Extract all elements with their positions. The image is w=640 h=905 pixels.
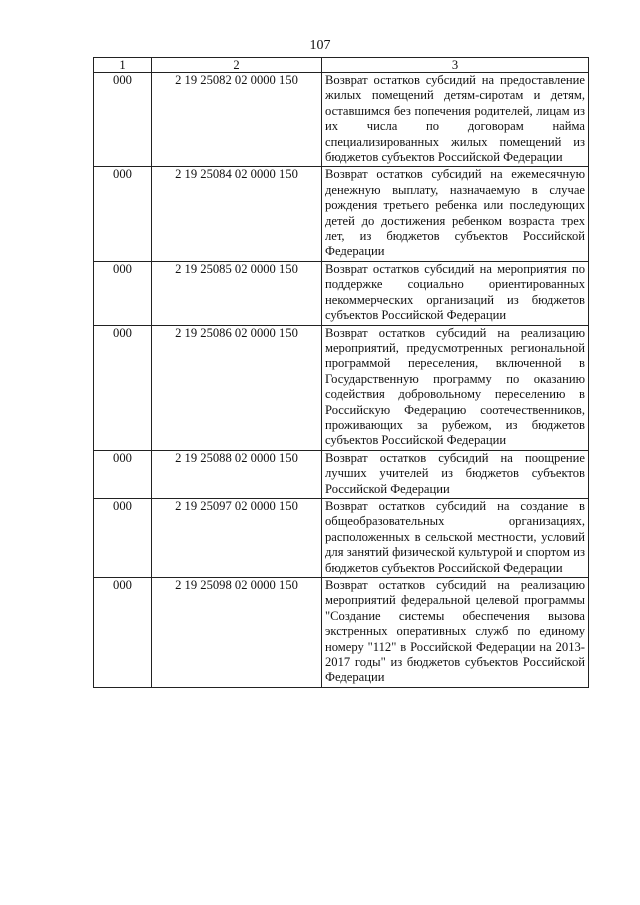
admin-code-cell: 000 [94, 73, 152, 167]
column-header-3: 3 [322, 58, 589, 73]
description-cell: Возврат остатков субсидий на создание в общеобразовательных организациях, расположенных в сельской местности, условий для занятий физической культурой и спортом из бюджетов субъектов Российской Федерации [322, 498, 589, 577]
admin-code-cell: 000 [94, 167, 152, 261]
admin-code-cell: 000 [94, 261, 152, 325]
description-cell: Возврат остатков субсидий на реализацию мероприятий, предусмотренных региональной программой переселения, включенной в Государственную программу по оказанию содействия добровольному переселению в Российскую Федерацию соотечественников, проживающих за рубежом, из бюджетов субъектов Российской Федерации [322, 325, 589, 450]
column-header-1: 1 [94, 58, 152, 73]
kbk-code-cell: 2 19 25098 02 0000 150 [152, 578, 322, 688]
description-cell: Возврат остатков субсидий на реализацию мероприятий федеральной целевой программы "Создание системы обеспечения вызова экстренных оперативных служб по единому номеру "112" в Российской Федерации на 2013-2017 годы" из бюджетов субъектов Российской Федерации [322, 578, 589, 688]
description-cell: Возврат остатков субсидий на ежемесячную денежную выплату, назначаемую в случае рождения третьего ребенка или последующих детей до достижения ребенком возраста трех лет, из бюджетов субъектов Российской Федерации [322, 167, 589, 261]
kbk-code-cell: 2 19 25097 02 0000 150 [152, 498, 322, 577]
table-row [94, 73, 589, 167]
kbk-code-cell: 2 19 25085 02 0000 150 [152, 261, 322, 325]
table-row [94, 450, 589, 498]
table-row [94, 325, 589, 450]
kbk-code-cell: 2 19 25082 02 0000 150 [152, 73, 322, 167]
column-header-2: 2 [152, 58, 322, 73]
table-row [94, 261, 589, 325]
page-number: 107 [309, 38, 331, 53]
admin-code-cell: 000 [94, 578, 152, 688]
admin-code-cell: 000 [94, 498, 152, 577]
description-cell: Возврат остатков субсидий на мероприятия по поддержке социально ориентированных некоммерческих организаций из бюджетов субъектов Российской Федерации [322, 261, 589, 325]
kbk-code-cell: 2 19 25086 02 0000 150 [152, 325, 322, 450]
table-header-row [94, 58, 589, 73]
description-cell: Возврат остатков субсидий на предоставление жилых помещений детям-сиротам и детям, оставшимся без попечения родителей, лицам из их числа по договорам найма специализированных жилых помещений из бюджетов субъектов Российской Федерации [322, 73, 589, 167]
kbk-code-cell: 2 19 25084 02 0000 150 [152, 167, 322, 261]
admin-code-cell: 000 [94, 450, 152, 498]
budget-codes-table [93, 57, 589, 688]
table-row [94, 498, 589, 577]
description-cell: Возврат остатков субсидий на поощрение лучших учителей из бюджетов субъектов Российской Федерации [322, 450, 589, 498]
table-row [94, 167, 589, 261]
kbk-code-cell: 2 19 25088 02 0000 150 [152, 450, 322, 498]
table-row [94, 578, 589, 688]
admin-code-cell: 000 [94, 325, 152, 450]
